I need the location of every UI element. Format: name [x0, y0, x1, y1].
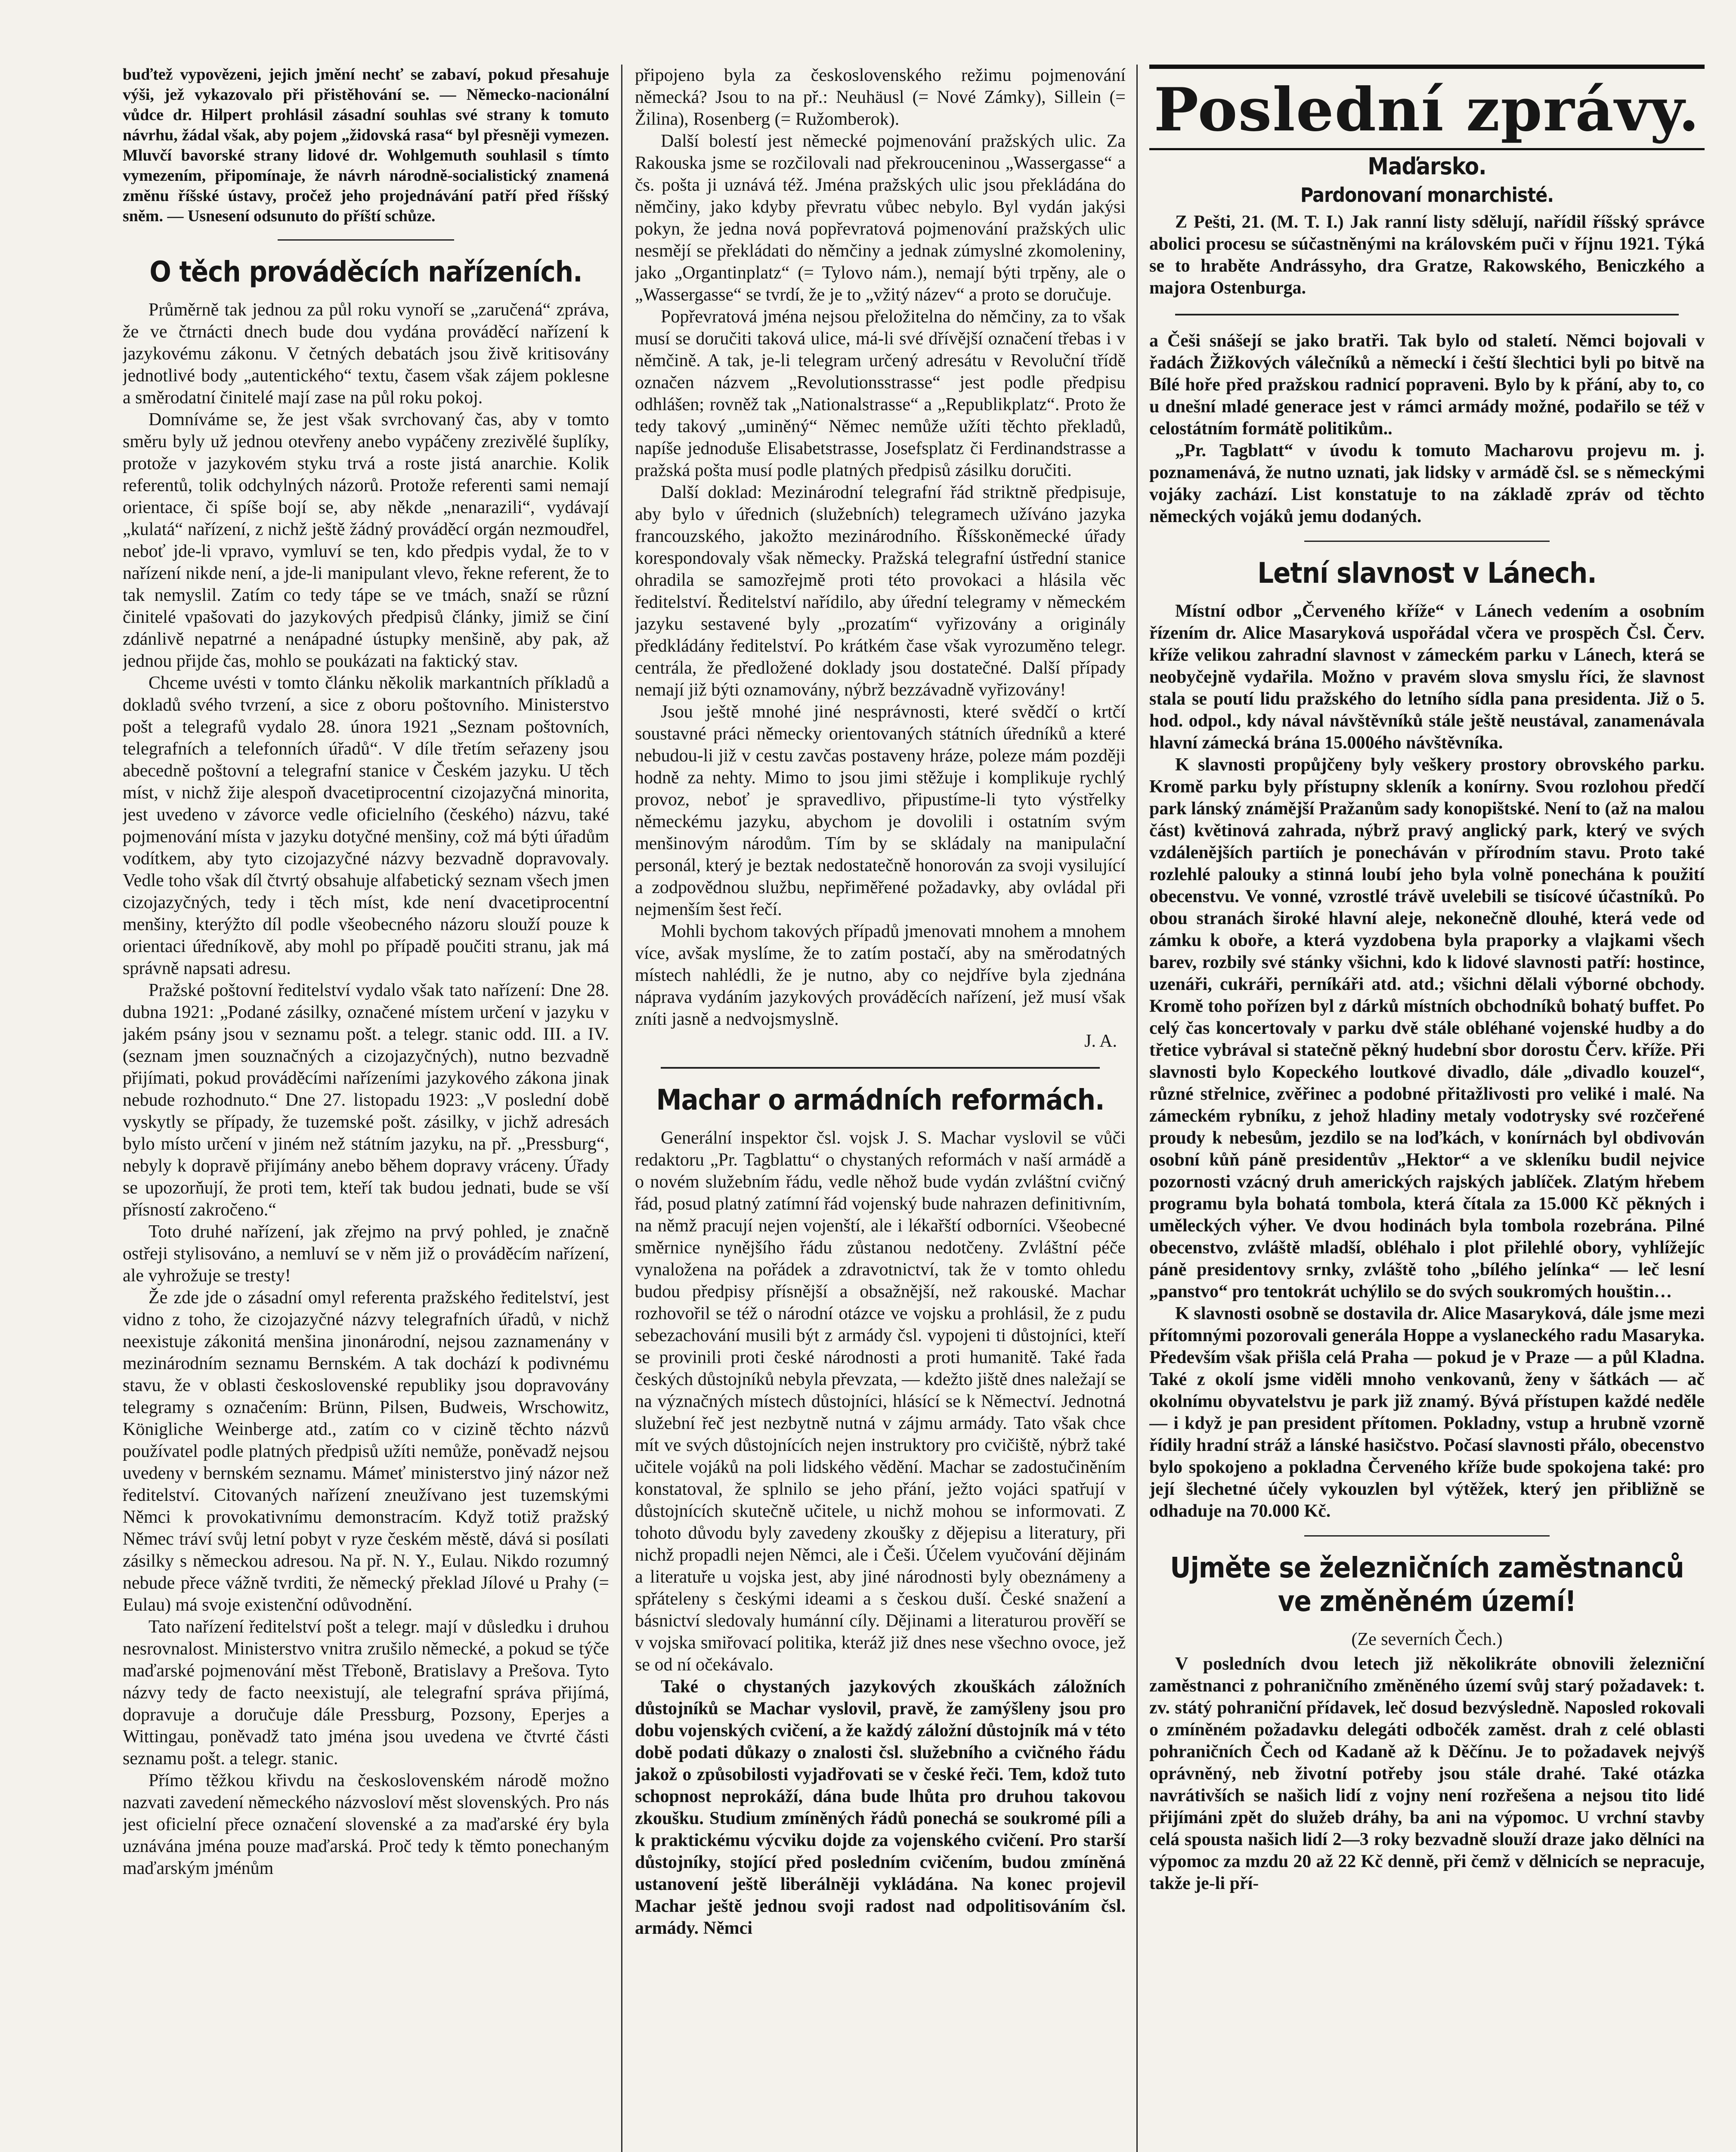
column-rule: [1136, 65, 1138, 2152]
section-title: Poslední zprávy.: [1154, 74, 1700, 145]
article-paragraph: Pražské poštovní ředitelství vydalo však tato nařízení: Dne 28. dubna 1921: „Podané zásilky, označené místem určení v jazyku v jakém psány jsou v seznamu pošt. a telegr. stanic odd. III. a IV. (seznam jmen souznačných a cizojazyčných), nutno bezvadně přijímati, pokud prováděcími nařízeními jazykového zákona jinak nebude rozhodnuto.“ Dne 27. listopadu 1923: „V poslední době vyskytly se případy, že tuzemské pošt. zásilky, v jichž adresách bylo místo určení v jiném než státním jazyku, na př. „Pressburg“, nebyly k dopravě přijímány anebo během dopravy vráceny. Úřady se upozorňují, že proti tem, kteří tak budou jednati, bude se vší přísností zakročeno.“: [123, 980, 609, 1220]
article-paragraph: K slavnosti propůjčeny byly veškery prostory obrovského parku. Kromě parku byly přístupny skleník a konírny. Svou rozlohou předčí park lánský známější Pražanům sady konopištské. Není to (až na malou část) květinová zahrada, nýbrž pravý anglický park, který ve svých vzdálenějších partiích je ponecháván v přírodním stavu. Proto také rozlehlé palouky a stinná loubí jeho byla volně ponechána k použití obecenstvu. Ve vonné, vzrostlé trávě uvelebili se tisícové účastníků. Po obou stranách široké hlavní aleje, nekonečně dlouhé, která vede od zámku k oboře, a která vyzdobena byla praporky a vlajkami všech barev, rozbily své stánky všichni, kdo k lidové slavnosti patří: hostince, uzenáři, cukráři, perníkáři atd. atd.; všichni dělali výborné obchody. Kromě toho pořízen byl z dárků místních obchodníků bohatý buffet. Po celý čas koncertovaly v parku dvě stále obléhané vojenské hudby a do třetice vybrával si statečně pěkný hudební sbor dorostu Červ. kříže. Při slavnosti bylo Kopeckého loutkové divadlo, dále „divadlo kouzel“, různé střelnice, zvěřinec a podobné přitažlivosti pro veliké i malé. Na zámeckém rybníku, z jehož hladiny metaly vodotrysky své rozčeřené proudy k nebesům, jezdilo se na loďkách, v konírnách byl obdivován osobní kůň páně presidentův „Hektor“ a ve skleníku budil nejvice pozornosti vzácný druh amerických rajských jablíček. Zlatým hřebem programu byla bohatá tombola, která čítala za 15.000 Kč pěkných i uměleckých výher. Ve dvou hodinách byla tombola rozebrána. Pilné obecenstvo, zvláště mladší, obléhalo i plot přilehlé obory, vyhlížejíc páně presidentovy srnky, zvláště toho „bílého jelínka“ — leč lesní „panstvo“ pro tentokrát uchýlilo se do svých soukromých houštin…: [1149, 755, 1705, 1302]
article-paragraph: připojeno byla za československého režimu pojmenování německá? Jsou to na př.: Neuhäusl (= Nové Zámky), Sillein (= Žilina), Rosenberg (= Ružomberok).: [635, 65, 1126, 129]
article-paragraph: Popřevratová jména nejsou přeložitelna do němčiny, za to však musí se doručiti taková ulice, má-li své dřívější označení třebas i v němčině. A tak, je-li telegram určený adresátu v Revoluční třídě označen názvem „Revolutionsstrasse“ jest podle předpisu odhlášen; rovněž tak „Nationalstrasse“ a „Republikplatz“. Proto že tedy takový „uminěný“ Němec nemůže užíti těchto překladů, napíše jednoduše Elisabetstrasse, Josefsplatz či Ferdinandstrasse a pražská pošta musí podle platných předpisů zásilku doručiti.: [635, 307, 1126, 480]
article-paragraph: „Pr. Tagblatt“ v úvodu k tomuto Macharovu projevu m. j. poznamenává, že nutno uznati, jak lidsky v armádě čsl. se s německými vojáky zachází. List konstatuje to na základě zpráv od těchto německých vojáků jemu dodaných.: [1149, 441, 1705, 526]
column-left: [123, 65, 609, 1880]
article-paragraph: Chceme uvésti v tomto článku několik markantních příkladů a dokladů svého tvrzení, a sice z oboru poštovního. Ministerstvo pošt a telegrafů vydalo 28. února 1921 „Seznam poštovních, telegrafních a telefonních úřadů“. V díle třetím seřazeny jsou abecedně poštovní a telegrafní stanice v Českém jazyku. U těch míst, v nichž žije alespoň dvacetiprocentní cizojazyčná minorita, jest uvedeno v závorce vedle oficielního (českého) názvu, také pojmenování místa v jazyku dotyčné menšiny, což má býti úřadům vodítkem, aby tyto cizojazyčné názvy bezvadně dopravovaly. Vedle toho však díl čtvrtý obsahuje alfabetický seznam všech jmen cizojazyčných, tedy i těch míst, kde není dvacetiprocentní menšiny, kterýžto díl podle všeobecného názoru slouží pouze k orientaci úředníkově, aby mohl po případě poučiti stranu, jak má správně napsati adresu.: [123, 673, 609, 978]
separator: [1175, 314, 1679, 315]
separator: [278, 239, 454, 241]
column-right: [1149, 65, 1705, 1895]
article-continuation: buďtež vypovězeni, jejich jmění nechť se zabaví, pokud přesahuje výši, jež vykazovalo při přistěhování se. — Německo-nacionální vůdce dr. Hilpert prohlásil zásadní souhlas své strany k tomuto návrhu, žádal však, aby pojem „židovská rasa“ byl přesněji vymezen. Mluvčí bavorské strany lidové dr. Wohlgemuth souhlasil s tímto vymezením, připomínaje, že návrh národně-socialistický znamená změnu říšské ústavy, pročež jeho projednávání patří před říšský sněm. — Usnesení odsunuto do příští schůze.: [123, 65, 609, 225]
article-paragraph: Z Pešti, 21. (M. T. I.) Jak ranní listy sdělují, nařídil říšský správce abolici procesu se súčastněnými na královském puči v říjnu 1921. Týká se to hraběte Andrássyho, dra Gratze, Rakowského, Beniczkého a majora Ostenburga.: [1149, 212, 1705, 298]
column-middle: [635, 65, 1126, 1939]
article-paragraph: V posledních dvou letech již několikráte obnovili železniční zaměstnanci z pohraničního změněného území svůj starý požadavek: t. zv. státý pohraniční přídavek, leč dosud bezvýsledně. Naposled rokovali o zmíněném požadavku delegáti odbočék zaměst. drah z celé oblasti pohraničních Čech od Kadaně až k Děčínu. Je to požadavek nejvýš oprávněný, neb životní potřeby jsou stále drahé. Také otázka navrátivších se našich lidí z vojny není rozřešena a nejsou tito lidé přijímáni zpět do služeb dráhy, ba ani na výpomoc. U vrchní stavby celá spousta našich lidí 2—3 roky bezvadně slouží draze jako dělníci na výpomoc za mzdu 20 až 22 Kč denně, při čemž v dělnicích se nepracuje, takže je-li pří-: [1149, 1654, 1705, 1893]
article-paragraph: Další bolestí jest německé pojmenování pražských ulic. Za Rakouska jsme se rozčilovali nad překrouceninou „Wassergasse“ a čs. pošta ji uznává též. Jména pražských ulic jsou překládána do němčiny, jako kdyby převratu vůbec nebylo. Byl vydán jakýsi pokyn, že jedna nová popřevratová pojmenování pražských ulic nesmějí se překládati do němčiny a jednak zúmyslné zkomoleniny, jako „Organtinplatz“ (= Tylovo nám.), nemají býti trpěny, ale o „Wassergasse“ se tvrdí, že je to „vžitý název“ a proto se doručuje.: [635, 131, 1126, 305]
separator: [661, 1067, 1100, 1069]
article-paragraph: Že zde jde o zásadní omyl referenta pražského ředitelství, jest vidno z toho, že cizojazyčné názvy telegrafních úřadů, v nichž neexistuje zákonitá menšina jinonárodní, nejsou zaznamenány v mezinárodním seznamu Bernském. A tak dochází k podivnému stavu, že v oblasti československé republiky jsou dopravovány telegramy s označením: Brünn, Pilsen, Budweis, Wrschowitz, Königliche Weinberge atd., zatím co v cizině těchto názvů používatel podle platných předpisů užíti nemůže, poněvadž nejsou uvedeny v bernském seznamu. Mámeť ministerstvo jiný názor než ředitelství. Citovaných nařízení zneužívano jest tuzemskými Němci k provokativnímu demonstracím. Když totiž pražský Němec tráví svůj letní pobyt v ryze českém městě, dává si posílati zásilky s německou adresou. Na př. N. Y., Eulau. Nikdo rozumný nebude přece vážně tvrditi, že německý překlad Jílové u Prahy (= Eulau) má svoje existenční odůvodnění.: [123, 1288, 609, 1615]
article-paragraph: Toto druhé nařízení, jak zřejmo na prvý pohled, je značně ostřeji stylisováno, a nemluví se v něm již o prováděcím nařízení, ale vyhrožuje se tresty!: [123, 1222, 609, 1286]
article-signature: J. A.: [1084, 1031, 1117, 1051]
article-headline: Machar o armádních reformách.: [656, 1083, 1105, 1116]
article-paragraph: Tato nařízení ředitelství pošt a telegr. mají v důsledku i druhou nesrovnalost. Ministerstvo vnitra zrušilo německé, a pokud se týče maďarské pojmenování měst Třeboně, Bratislavy a Prešova. Tyto názvy tedy de facto neexistují, ale telegrafní správa přijímá, dopravuje a doručuje dále Pressburg, Pozsony, Eperjes a Wittingau, poněvadž tato jména jsou uvedena ve čtvrté části seznamu pošt. a telegr. stanic.: [123, 1617, 609, 1769]
article-paragraph: Přímo těžkou křivdu na československém národě možno nazvati zavedení německého názvosloví měst slovenských. Pro nás jest oficielní přece označení slovenské a za maďarské éry byla uznávána jména pouze maďarská. Proč tedy k těmto ponechaným maďarským jménům: [123, 1771, 609, 1878]
article-headline: Ujměte se železničních zaměstnanců ve změněném území!: [1170, 1551, 1684, 1618]
article-paragraph: Místní odbor „Červeného kříže“ v Lánech vedením a osobním řízením dr. Alice Masaryková uspořádal včera ve prospěch Čsl. Červ. kříže velikou zahradní slavnost v zámeckém parku v Lánech, která se neobyčejně vydařila. Možno v pravém slova smyslu říci, že slavnost stala se poutí lidu pražského do letního sídla pana presidenta. Již o 5. hod. odpol., kdy nával návštěvníků stále ještě neustával, zanamenávala hlavní zámecká brána 15.000ého návštěvníka.: [1149, 601, 1705, 753]
article-paragraph: Mohli bychom takových případů jmenovati mnohem a mnohem více, avšak myslíme, že to zatím postačí, aby na směrodatných místech nahlédli, že je nutno, aby co nejdříve byla zjednána náprava vydáním jazykových prováděcích nařízení, jež musí však zníti jasně a nedvojsmyslně.: [635, 921, 1126, 1029]
article-paragraph: Také o chystaných jazykových zkouškách záložních důstojníků se Machar vyslovil, pravě, že zamýšleny jsou pro dobu vojenských cvičení, a že každý záložní důstojník má v této době podati důkazy o znalosti čsl. služebního a cvičného řádu jakož o způsobilosti vyjadřovati se v české řeči. Tem, kdož tuto schopnost neprokáží, dána bude lhůta pro druhou takovou zkoušku. Studium zmíněných řádů ponechá se soukromé píli a k praktickému výcviku dojde za vojenského cvičení. Pro starší důstojníky, stojící před posledním cvičením, budou zmíněná ustanovení ještě liberálněji vykládána. Na konec projevil Machar ještě jednou svoji radost nad odpolitisováním čsl. armády. Němci: [635, 1677, 1126, 1938]
separator: [1304, 541, 1550, 542]
article-paragraph: Průměrně tak jednou za půl roku vynoří se „zaručená“ zpráva, že ve čtrnácti dnech bude dou vydána prováděcí nařízení k jazykovému zákonu. V četných debatách jsou živě kritisovány jednotlivé body „autentického“ textu, časem však zájem poklesne a směrodatní činitelé mají zase na půl roku pokoj.: [123, 300, 609, 408]
article-paragraph: Další doklad: Mezinárodní telegrafní řád striktně předpisuje, aby bylo v úřednich (služebních) telegramech užíváno jazyka francouzského, jakožto mezinárodního. Říšskoněmecké úřady korespondovaly však německy. Pražská telegrafní ústřední stanice ohradila se samozřejmě proti této provokaci a hlásila věc ředitelství. Ředitelství nařídilo, aby úřední telegramy v německém jazyku sestavené byly „prozatím“ vyřizovány a originály předkládány ředitelství. Po krátkém čase však vyrozuměno telegr. centrála, že předložené doklady jsou dostatečné. Další případy nemají již býti oznamovány, nýbrž bezzávadně vyřizovány!: [635, 482, 1126, 700]
article-headline: Letní slavnost v Lánech.: [1257, 557, 1597, 590]
article-paragraph: Domníváme se, že jest však svrchovaný čas, aby v tomto směru byly už jednou otevřeny anebo vypáčeny zrezivělé šuplíky, protože v jazykovém styku trvá a roste jistá anarchie. Kolik referentů, tolik odchylných názorů. Protože referenti sami nemají orientace, či spíše bojí se, aby někde „nenarazili“, vydávají „kulatá“ nařízení, z nichž ještě žádný prováděcí orgán nezmoudřel, neboť jde-li vpravo, vymluví se ten, kdo předpis vydal, že to v nařízení nikde není, a jde-li manipulant vlevo, řekne referent, že to tak nemyslil. Zatím co tedy tápe se ve tmách, snaží se různí činitelé vpašovati do jazykových předpisů články, jimiž se činí zdánlivě nepatrné a nenápadné ústupky menšině, aby pak, až jednou přijde čas, mohlo se poukázati na faktický stav.: [123, 410, 609, 671]
newspaper-page: [123, 65, 1711, 2152]
article-headline: O těch prováděcích nařízeních.: [149, 255, 582, 288]
article-dateline: (Ze severních Čech.): [1351, 1629, 1503, 1649]
section-masthead: [1149, 65, 1705, 150]
separator: [1304, 1535, 1550, 1537]
column-rule: [621, 65, 622, 2152]
section-subtitle: Maďarsko.: [1368, 153, 1486, 180]
article-paragraph: Generální inspektor čsl. vojsk J. S. Machar vyslovil se vůči redaktoru „Pr. Tagblattu“ o chystaných reformách v naší armádě a o novém služebním řádu, vedle něhož bude vydán zvláštní cvičný řád, posud platný zatímní řád vojenský bude nahrazen definitivním, na němž pracují nejen vojenští, ale i lékařští odborníci. Všeobecné směrnice nynějšího řádu zůstanou nedotčeny. Zvláštní péče vynaložena na pořádek a zdravotnictví, tak že v tomto ohledu budou předpisy přísnější a obsažnější, než rakouské. Machar rozhovořil se též o národní otázce ve vojsku a prohlásil, že z pudu sebezachování musili být z armády čsl. vypojeni ti důstojníci, kteří se provinili proti české národnosti a proti humanitě. Také řada českých důstojníků nebyla převzata, — kdežto jiště dnes naležají se na význačných místech důstojníci, hlásící se k Němectví. Jednotná služební řeč jest nezbytně nutná v zájmu armády. Tato však chce mít ve svých důstojnících nejen instruktory pro cvičiště, nýbrž také učitele vojáků na poli lidského vědění. Machar se zadostučiněním konstatoval, že splnilo se jeho přání, ježto vojáci spatřují v důstojnících skutečně učitele, u nichž mohou se informovati. Z tohoto důvodu byly zavedeny zkoušky z dějepisu a literatury, při nichž propadli nejen Němci, ale i Češi. Účelem vyučování dějinám a literatuře u vojska jest, aby jiné národnosti byly obeznámeny a spřáteleny s českými ideami a s českou duší. České snažení a básnictví sledovaly humánní cíly. Dějinami a literaturou prověří se v vojska smiřovací politika, kteráž již dnes nese všechno ovoce, jež se od ní očekávalo.: [635, 1128, 1126, 1675]
article-paragraph: Jsou ještě mnohé jiné nesprávnosti, které svědčí o krtčí soustavné práci německy orientovaných státních úředníků a které nebudou-li již v cestu zavčas postaveny hráze, poleze mám později hodně za nehty. Mimo to jsou jimi stěžuje i komplikuje rychlý provoz, neboť je spravedlivo, připustíme-li tyto výstřelky německému jazyku, abychom je dovolili i ostatním svým menšinovým národům. Tím by se skládaly na manipulační personál, který je beztak nedostatečně honorován za svoji vysilující a zodpovědnou službu, nepřiměřené požadavky, aby ovládal při nejmenším šest řečí.: [635, 702, 1126, 919]
article-headline: Pardonovaní monarchisté.: [1300, 183, 1554, 207]
article-paragraph: a Češi snášejí se jako bratři. Tak bylo od staletí. Němci bojovali v řadách Žižkových válečníků a německí i čeští šlechtici byli po bitvě na Bílé hoře před pražskou radnicí popraveni. Bylo by k přání, aby to, co u dnešní mladé generace jest v rámci armády možné, podařilo se též v celostátním formátě politikům..: [1149, 331, 1705, 439]
article-paragraph: K slavnosti osobně se dostavila dr. Alice Masaryková, dále jsme mezi přítomnými pozorovali generála Hoppe a vyslaneckého radu Masaryka. Především však přišla celá Praha — pokud je v Praze — a půl Kladna. Také z okolí jsme viděli mnoho venkovanů, ženy v šátkách — ač okolnímu obyvatelstvu je park již znamý. Bývá přístupen každé neděle — i když je pan president přítomen. Pokladny, vstup a hrubně vzorně řídily hradní stráž a lánské hasičstvo. Počasí slavnosti přálo, obecenstvo bylo spokojeno a pokladna Červeného kříže bude spokojena také: pro její šlechetné účely vykouzlen byl výtěžek, který jen přibližně se odhaduje na 70.000 Kč.: [1149, 1304, 1705, 1521]
